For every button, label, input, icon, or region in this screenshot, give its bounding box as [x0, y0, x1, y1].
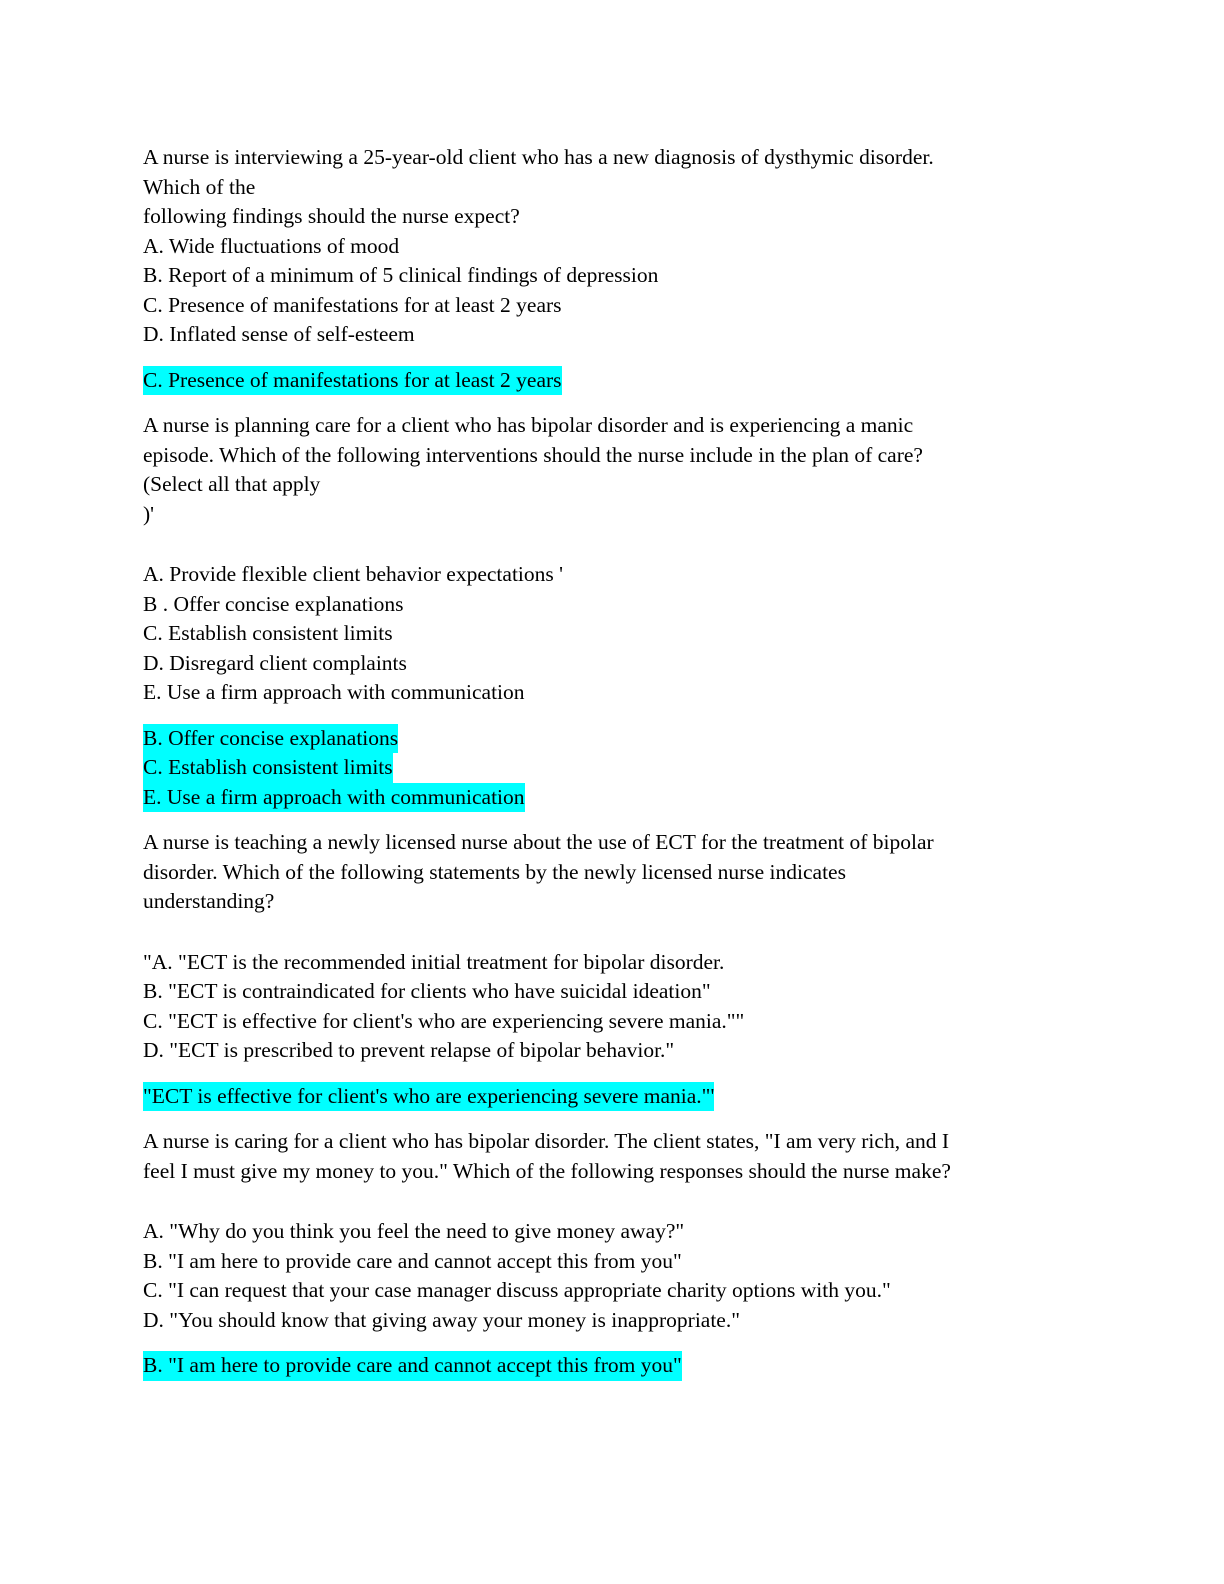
stem-line: Which of the [143, 174, 256, 199]
stem-line: following findings should the nurse expect? [143, 204, 520, 228]
highlighted-answer: E. Use a firm approach with communication [143, 783, 525, 813]
answer-line [143, 1082, 1103, 1112]
option-e: E. Use a firm approach with communication [143, 680, 525, 704]
stem-line: episode. Which of the following interventions should the nurse include in the plan of care? [143, 442, 923, 467]
stem-line: understanding? [143, 889, 275, 913]
option-list [143, 232, 1103, 350]
answer-line [143, 366, 1103, 396]
option-d: D. Inflated sense of self-esteem [143, 322, 415, 346]
stem-line: feel I must give my money to you." Which of the following responses should the nurse make? [143, 1158, 951, 1183]
stem-line: A nurse is interviewing a 25-year-old client who has a new diagnosis of dysthymic disorder. [143, 145, 934, 169]
answer-line [143, 753, 1103, 783]
stem-line: (Select all that apply [143, 472, 321, 496]
option-c: C. "ECT is effective for client's who are experiencing severe mania."" [143, 1008, 745, 1033]
question-4 [143, 1127, 1103, 1381]
answer-block [143, 366, 1103, 396]
stem-line: A nurse is caring for a client who has bipolar disorder. The client states, "I am very rich, and I [143, 1129, 950, 1153]
option-list [143, 948, 1103, 1066]
question-3 [143, 828, 1103, 1111]
option-d: D. Disregard client complaints [143, 650, 407, 675]
option-c: C. "I can request that your case manager discuss appropriate charity options with you." [143, 1278, 891, 1302]
option-b: B. "ECT is contraindicated for clients who have suicidal ideation" [143, 979, 711, 1003]
highlighted-answer: B. Offer concise explanations [143, 724, 398, 754]
option-list [143, 560, 1103, 708]
question-stem [143, 1127, 1103, 1186]
option-b: B. Report of a minimum of 5 clinical findings of depression [143, 263, 659, 287]
option-a: A. "Why do you think you feel the need to give money away?" [143, 1219, 685, 1243]
option-c: C. Establish consistent limits [143, 621, 393, 645]
question-1 [143, 143, 1103, 395]
option-a: A. Wide fluctuations of mood [143, 233, 400, 258]
highlighted-answer: C. Presence of manifestations for at least 2 years [143, 366, 562, 396]
answer-block [143, 1082, 1103, 1112]
question-2 [143, 411, 1103, 812]
answer-line [143, 783, 1103, 813]
answer-line [143, 1351, 1103, 1381]
highlighted-answer: B. "I am here to provide care and cannot accept this from you" [143, 1351, 682, 1381]
highlighted-answer: C. Establish consistent limits [143, 753, 393, 783]
answer-line [143, 724, 1103, 754]
document-page [143, 143, 1103, 1381]
option-d: D. "You should know that giving away your money is inappropriate." [143, 1307, 741, 1332]
answer-block [143, 1351, 1103, 1381]
option-b: B. "I am here to provide care and cannot accept this from you" [143, 1248, 682, 1273]
question-stem [143, 143, 1103, 232]
question-stem [143, 828, 1103, 917]
option-c: C. Presence of manifestations for at least 2 years [143, 292, 562, 317]
stem-line: )' [143, 501, 155, 526]
stem-line: A nurse is planning care for a client who has bipolar disorder and is experiencing a manic [143, 413, 914, 437]
option-d: D. "ECT is prescribed to prevent relapse of bipolar behavior." [143, 1038, 675, 1062]
answer-block [143, 724, 1103, 813]
highlighted-answer: "ECT is effective for client's who are experiencing severe mania."' [143, 1082, 714, 1112]
stem-line: disorder. Which of the following statements by the newly licensed nurse indicates [143, 859, 846, 884]
option-a: A. Provide flexible client behavior expectations ' [143, 562, 564, 586]
option-b: B . Offer concise explanations [143, 591, 404, 616]
option-list [143, 1217, 1103, 1335]
stem-line: A nurse is teaching a newly licensed nurse about the use of ECT for the treatment of bipolar [143, 830, 934, 854]
question-stem [143, 411, 1103, 529]
option-a: "A. "ECT is the recommended initial treatment for bipolar disorder. [143, 949, 725, 974]
